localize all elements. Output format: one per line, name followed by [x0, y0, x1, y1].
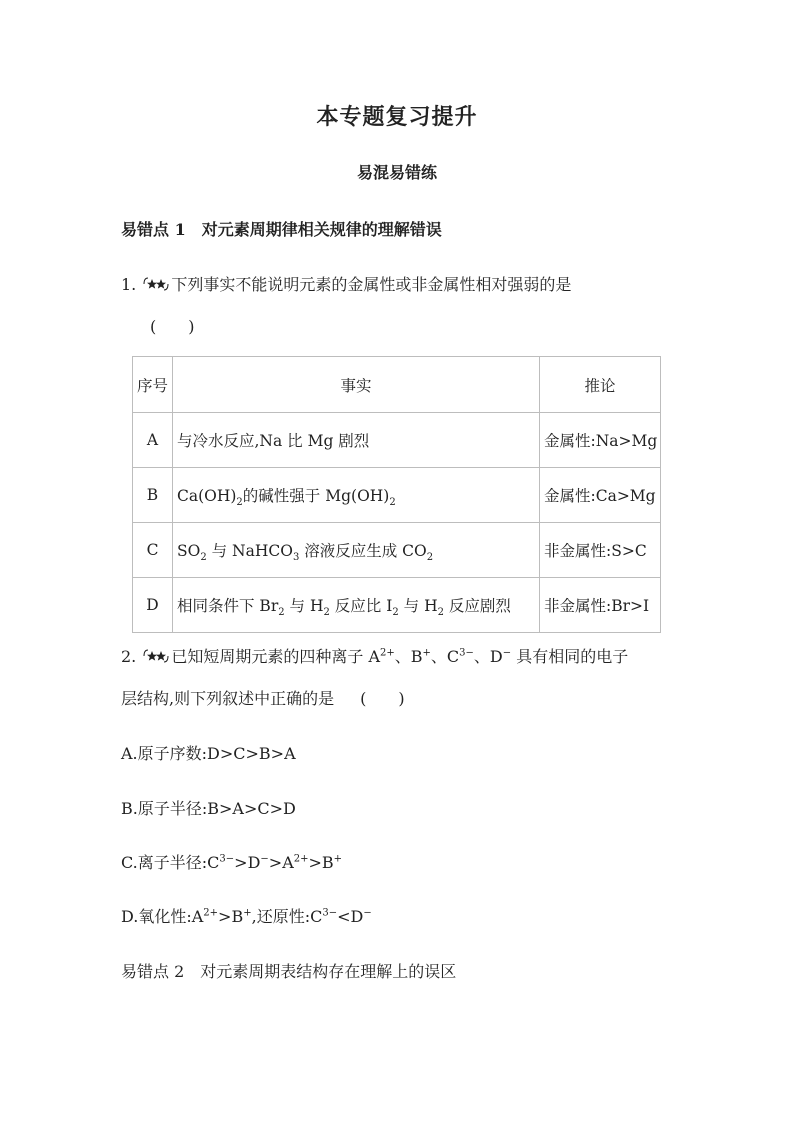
row-fact: 与冷水反应,Na 比 Mg 剧烈 — [173, 413, 540, 468]
facts-table — [132, 356, 661, 633]
option-a: A.原子序数:D>C>B>A — [121, 744, 296, 763]
row-conclusion: 非金属性:Br>I — [540, 578, 661, 633]
option-c: C.离子半径$:C^{3-}>D^->A^{2+}>B^+$ — [121, 853, 343, 872]
row-fact: $SO_2$ 与 NaHCO$_3$ 溶液反应生成 $CO_2$ — [173, 523, 540, 578]
section-heading-1: 易错点 1 对元素周期律相关规律的理解错误 — [121, 220, 442, 239]
column-header-number: 序号 — [133, 357, 173, 413]
table-row — [133, 468, 661, 523]
row-id: D — [133, 578, 173, 633]
section-heading-2: 易错点 2 对元素周期表结构存在理解上的误区 — [121, 962, 457, 981]
row-fact: 相同条件下 $Br_2$ 与 $H_2$ 反应比 $I_2$ 与 $H_2$ 反应剧烈 — [173, 578, 540, 633]
question-number: 2. — [121, 647, 137, 666]
answer-blank-2: ( ) — [360, 689, 405, 708]
column-header-conclusion: 推论 — [540, 357, 661, 413]
table-row — [133, 578, 661, 633]
row-id: B — [133, 468, 173, 523]
question-2-line-2: 层结构,则下列叙述中正确的是 ( ) — [121, 689, 405, 708]
page-title: 本专题复习提升 — [316, 104, 478, 130]
option-d: D.氧化性$:A^{2+}>B^+$,还原性$:C^{3-}<D^-$ — [121, 907, 372, 926]
two-star-icon — [143, 277, 169, 291]
row-id: A — [133, 413, 173, 468]
row-conclusion: 金属性:Na>Mg — [540, 413, 661, 468]
question-number: 1. — [121, 275, 137, 294]
page-subtitle: 易混易错练 — [356, 163, 437, 182]
table-header-row — [133, 357, 661, 413]
table-row — [133, 523, 661, 578]
question-1 — [121, 272, 571, 295]
row-fact: $Ca(OH)_2$的碱性强于 $Mg(OH)_2$ — [173, 468, 540, 523]
question-text: 已知短周期元素的四种离子 $A^{2+}$、B+、$C^{3-}$、D− 具有相同的电子 — [171, 647, 629, 666]
question-2 — [121, 644, 628, 667]
row-conclusion: 金属性:Ca>Mg — [540, 468, 661, 523]
table-row — [133, 413, 661, 468]
two-star-icon — [143, 649, 169, 663]
question-text: 下列事实不能说明元素的金属性或非金属性相对强弱的是 — [171, 275, 572, 294]
column-header-fact: 事实 — [173, 357, 540, 413]
option-b: B.原子半径:B>A>C>D — [121, 799, 296, 818]
answer-blank-1: ( ) — [150, 317, 195, 336]
row-conclusion: 非金属性:S>C — [540, 523, 661, 578]
row-id: C — [133, 523, 173, 578]
